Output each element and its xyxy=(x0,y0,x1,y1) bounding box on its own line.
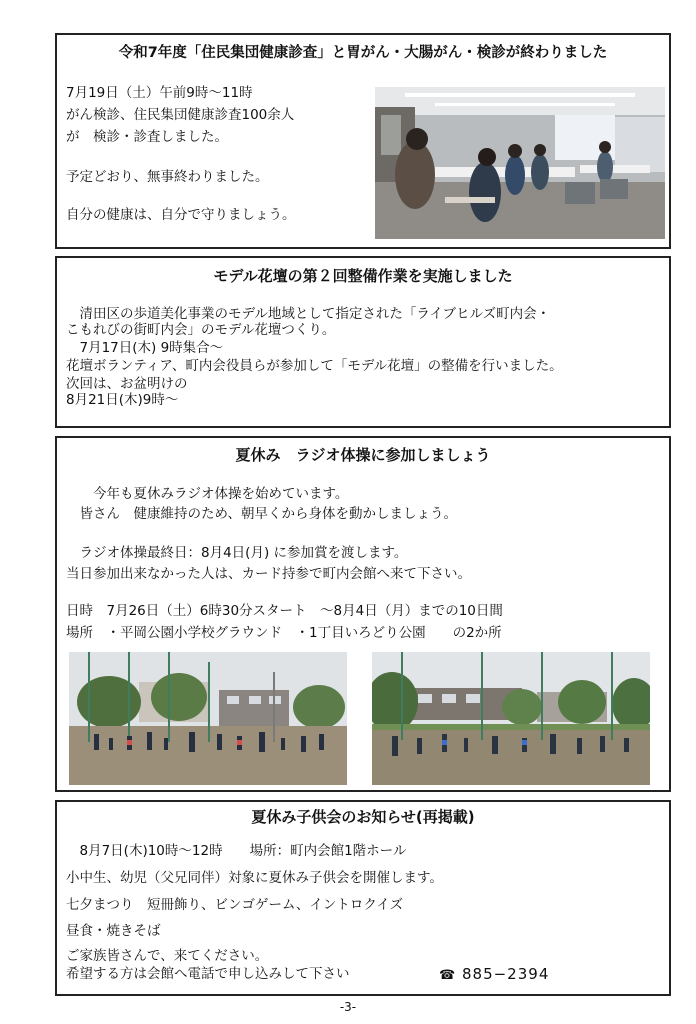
radio-exercise-line-4: 当日参加出来なかった人は、カード持参で町内会館へ来て下さい。 xyxy=(66,566,471,582)
phone-number xyxy=(439,966,549,984)
health-checkup-line-3: が 検診・診査しました。 xyxy=(66,129,228,145)
radio-exercise-line-2: 皆さん 健康維持のため、朝早くから身体を動かしましょう。 xyxy=(66,506,457,522)
radio-exercise-line-3: ラジオ体操最終日：8月4日(月) に参加賞を渡します。 xyxy=(66,545,408,561)
flower-bed-title: モデル花壇の第２回整備作業を実施しました xyxy=(213,267,513,285)
flower-bed-line-6: 8月21日(木)9時～ xyxy=(66,392,179,408)
phone-icon: ☎ xyxy=(439,968,457,983)
irodori-park-photo xyxy=(372,652,650,785)
flower-bed-line-4: 花壇ボランティア、町内会役員らが参加して「モデル花壇」の整備を行いました。 xyxy=(66,358,563,374)
flower-bed-line-2: こもれびの街町内会」のモデル花壇つくり。 xyxy=(66,322,336,338)
kids-event-line-1: 8月7日(木)10時～12時 場所：町内会館1階ホール xyxy=(66,843,407,859)
health-checkup-line-4: 予定どおり、無事終わりました。 xyxy=(66,169,269,185)
flower-bed-line-3: 7月17日(木) 9時集合～ xyxy=(66,340,224,356)
flower-bed-section xyxy=(55,256,671,428)
flower-bed-line-5: 次回は、お盆明けの xyxy=(66,376,188,392)
health-checkup-title: 令和7年度「住民集団健康診査」と胃がん・大腸がん・検診が終わりました xyxy=(118,45,608,61)
health-checkup-line-5: 自分の健康は、自分で守りましょう。 xyxy=(66,207,296,223)
flower-bed-line-1: 清田区の歩道美化事業のモデル地域として指定された「ライブヒルズ町内会・ xyxy=(66,306,551,322)
phone-number-value: 885−2394 xyxy=(461,965,550,983)
radio-exercise-title: 夏休み ラジオ体操に参加しましょう xyxy=(235,446,491,464)
health-checkup-line-2: がん検診、住民集団健康診査100余人 xyxy=(66,107,295,123)
health-checkup-section xyxy=(55,33,671,249)
radio-exercise-line-1: 今年も夏休みラジオ体操を始めています。 xyxy=(66,486,349,502)
radio-exercise-place: 場所 ・平岡公園小学校グラウンド ・1丁目いろどり公園 の2か所 xyxy=(66,625,502,641)
kids-event-line-3: 七夕まつり 短冊飾り、ビンゴゲーム、イントロクイズ xyxy=(66,897,404,913)
school-ground-photo xyxy=(69,652,347,785)
health-checkup-line-1: 7月19日（土）午前9時～11時 xyxy=(66,85,253,101)
health-checkup-photo xyxy=(375,87,665,239)
page-number: -3- xyxy=(339,1000,357,1014)
kids-event-title: 夏休み子供会のお知らせ(再掲載) xyxy=(251,808,475,826)
kids-event-line-4: 昼食・焼きそば xyxy=(66,923,161,939)
kids-event-section xyxy=(55,800,671,996)
kids-event-line-5: ご家族皆さんで、来てください。 xyxy=(66,948,269,964)
kids-event-line-6: 希望する方は会館へ電話で申し込みして下さい xyxy=(66,966,350,982)
kids-event-line-2: 小中生、幼児（父兄同伴）対象に夏休み子供会を開催します。 xyxy=(66,870,443,886)
radio-exercise-section xyxy=(55,436,671,792)
radio-exercise-date: 日時 7月26日（土）6時30分スタート ～8月4日（月）までの10日間 xyxy=(66,603,503,619)
